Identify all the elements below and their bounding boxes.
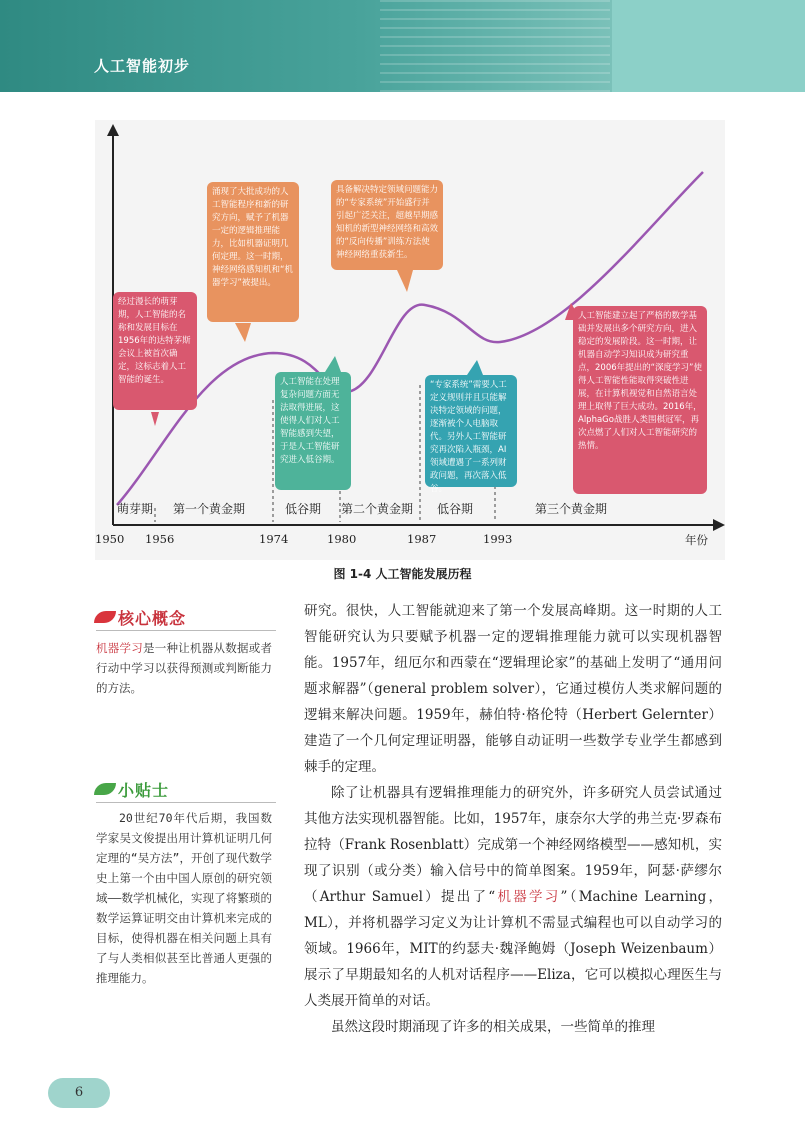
period-label-4: 第二个黄金期 bbox=[341, 502, 414, 516]
year-label-1950: 1950 bbox=[95, 532, 125, 546]
core-concept-definition: 是一种让机器从数据或者行动中学习以获得预测或判断能力的方法。 bbox=[96, 641, 272, 695]
tip-divider bbox=[96, 802, 276, 803]
x-axis-label: 年份 bbox=[685, 533, 708, 547]
figure-caption: 图 1-4 人工智能发展历程 bbox=[333, 567, 472, 581]
core-concept-heading: 核心概念 bbox=[118, 609, 187, 628]
period-label-5: 低谷期 bbox=[437, 502, 474, 516]
page-number: 6 bbox=[48, 1078, 110, 1108]
golden3-card: 人工智能建立起了严格的数学基础并发展出多个研究方向，进入稳定的发展阶段。这一时期，让机器自动学习知识成为研究重点，2006年提出的“深度学习”使得人工智能性能取得突破性进展，在计算机视觉和自然语言处理上取得了巨大成功。2016年，AlphaGo战胜人类围棋冠军，再次点燃了人们对人工智能研究的热情。 bbox=[573, 306, 707, 494]
budding-card: 经过漫长的萌芽期，人工智能的名称和发展目标在1956年的达特茅斯会议上被首次确定，这标志着人工智能的诞生。 bbox=[113, 292, 197, 410]
body-paragraph-1: 研究。很快，人工智能就迎来了第一个发展高峰期。这一时期的人工智能研究认为只要赋予机器一定的逻辑推理能力就可以实现机器智能。1957年，纽厄尔和西蒙在“逻辑理论家”的基础上发明了“通用问题求解器”（general problem solver），它通过模仿人类求解问题的逻辑来解决问题。1959年，赫伯特·格伦特（Herbert Gelernter）建造了一个几何定理证明器，能够自动证明一些数学专业学生都感到棘手的定理。 bbox=[304, 603, 722, 775]
period-label-2: 第一个黄金期 bbox=[173, 502, 246, 516]
core-concept-divider bbox=[96, 630, 276, 631]
body-paragraph-2-part-1: 除了让机器具有逻辑推理能力的研究外，许多研究人员尝试通过其他方法实现机器智能。比如，1957年，康奈尔大学的弗兰克·罗森布拉特（Frank Rosenblatt）完成第一个神经网络模型——感知机，实现了识别（或分类）输入信号中的简单图案。1959年，阿瑟·萨缪尔（Arthur Samuel）提出了“ bbox=[304, 785, 722, 905]
book-title: 人工智能初步 bbox=[94, 57, 191, 75]
leaf-icon-red bbox=[94, 611, 116, 623]
golden1-card: 涌现了大批成功的人工智能程序和新的研究方向，赋予了机器一定的逻辑推理能力，比如机器证明几何定理。这一时期，神经网络感知机和“机器学习”被提出。 bbox=[207, 182, 299, 322]
machine-learning-term: 机器学习 bbox=[495, 889, 561, 905]
tip-heading: 小贴士 bbox=[118, 781, 170, 800]
golden2-card: 具备解决特定领域问题能力的“专家系统”开始盛行并引起广泛关注，超越早期感知机的新型神经网络和高效的“反向传播”训练方法使神经网络重获新生。 bbox=[331, 180, 443, 270]
year-label-1956: 1956 bbox=[145, 532, 175, 546]
year-label-1993: 1993 bbox=[483, 532, 513, 546]
body-text bbox=[304, 598, 722, 1040]
period-label-3: 低谷期 bbox=[285, 502, 322, 516]
core-concept-text bbox=[96, 638, 272, 698]
leaf-icon-green bbox=[94, 783, 116, 795]
low2-card: “专家系统”需要人工定义规则并且只能解决特定领域的问题，逐渐被个人电脑取代。另外人工智能研究再次陷入瓶颈，AI领域遭遇了一系列财政问题，再次落入低谷。 bbox=[425, 375, 517, 487]
body-paragraph-2 bbox=[304, 780, 722, 1014]
year-label-1974: 1974 bbox=[259, 532, 289, 546]
year-label-1987: 1987 bbox=[407, 532, 437, 546]
low1-card: 人工智能在处理复杂问题方面无法取得进展，这使得人们对人工智能感到失望，于是人工智能研究进入低谷期。 bbox=[275, 372, 351, 490]
ai-history-figure bbox=[95, 120, 725, 560]
period-label-1: 萌芽期 bbox=[117, 502, 154, 516]
body-paragraph-3: 虽然这段时期涌现了许多的相关成果，一些简单的推理 bbox=[331, 1019, 655, 1035]
body-paragraph-2-part-2: ”（Machine Learning，ML），并将机器学习定义为让计算机不需显式编程也可以自动学习的领域。1966年，MIT的约瑟夫·魏泽鲍姆（Joseph Weizenbaum）展示了早期最知名的人机对话程序——Eliza，它可以模拟心理医生与人类展开简单的对话。 bbox=[304, 889, 722, 1009]
core-concept-term: 机器学习 bbox=[96, 641, 143, 655]
tip-text: 20世纪70年代后期，我国数学家吴文俊提出用计算机证明几何定理的“吴方法”，开创了现代数学史上第一个由中国人原创的研究领域——数学机械化，实现了将繁琐的数学运算证明交由计算机来完成的目标，使得机器在相关问题上具有了与人类相似甚至比普通人更强的推理能力。 bbox=[96, 811, 272, 985]
period-label-6: 第三个黄金期 bbox=[535, 502, 608, 516]
year-label-1980: 1980 bbox=[327, 532, 357, 546]
page-header bbox=[0, 0, 805, 92]
header-box bbox=[612, 0, 805, 92]
header-pattern bbox=[380, 0, 610, 92]
